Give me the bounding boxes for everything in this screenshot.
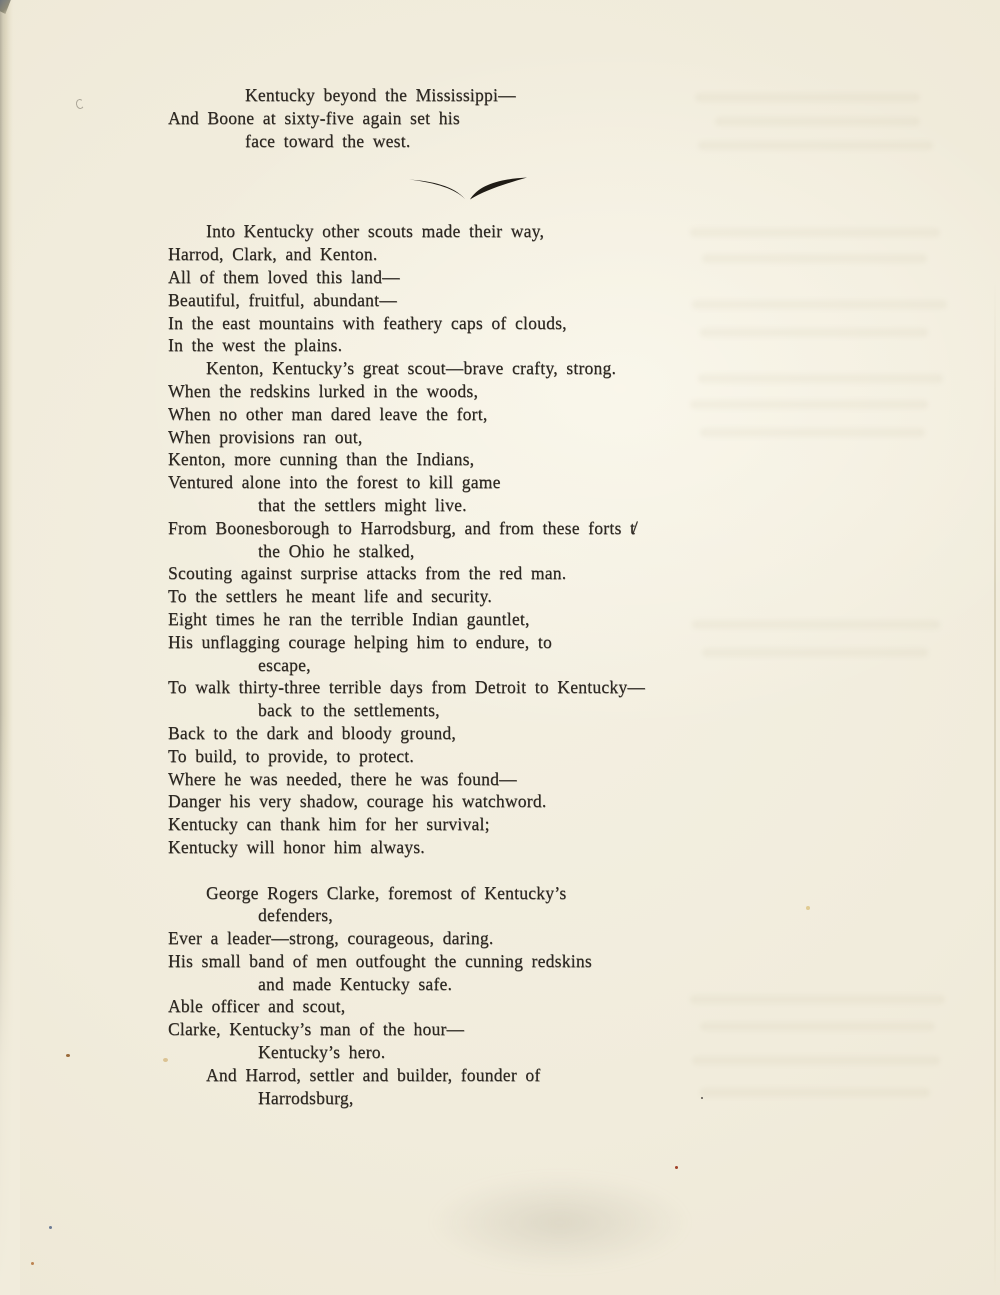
speck bbox=[675, 1166, 678, 1169]
poem-line: and made Kentucky safe. bbox=[258, 973, 453, 994]
speck bbox=[31, 1262, 34, 1265]
bird-flourish-icon bbox=[168, 173, 788, 200]
poem-line: His small band of men outfought the cunning redskins bbox=[168, 950, 592, 971]
poem-line: To build, to provide, to protect. bbox=[168, 745, 414, 766]
speck bbox=[701, 1097, 703, 1099]
speck bbox=[163, 1058, 168, 1062]
speck bbox=[806, 906, 810, 910]
poem-line: From Boonesborough to Harrodsburg, and from these forts t̸ bbox=[168, 517, 636, 538]
poem-stanza-2 bbox=[168, 220, 788, 858]
poem-line: His unflagging courage helping him to endure, to bbox=[168, 631, 553, 652]
poem-line: Kentucky’s hero. bbox=[258, 1042, 386, 1063]
poem-line: Kentucky will honor him always. bbox=[168, 836, 425, 857]
poem-line: back to the settlements, bbox=[258, 700, 440, 721]
poem-line: George Rogers Clarke, foremost of Kentucky’s bbox=[206, 882, 567, 903]
poem-line: Into Kentucky other scouts made their way, bbox=[206, 221, 545, 242]
poem-line: Kenton, more cunning than the Indians, bbox=[168, 449, 475, 470]
poem-line: Scouting against surprise attacks from the red man. bbox=[168, 563, 567, 584]
poem-line: Harrod, Clark, and Kenton. bbox=[168, 244, 378, 265]
poem-line: Eight times he ran the terrible Indian gauntlet, bbox=[168, 608, 530, 629]
paper-crease bbox=[994, 280, 996, 1295]
speck bbox=[49, 1226, 52, 1229]
poem-line: To the settlers he meant life and security. bbox=[168, 586, 492, 607]
poem-line: Beautiful, fruitful, abundant— bbox=[168, 289, 398, 310]
stray-mark bbox=[75, 98, 85, 109]
poem-line: In the east mountains with feathery caps of clouds, bbox=[168, 312, 567, 333]
poem-line: When no other man dared leave the fort, bbox=[168, 403, 488, 424]
poem-line: Kentucky beyond the Mississippi— bbox=[245, 85, 516, 105]
poem-line: Ventured alone into the forest to kill game bbox=[168, 472, 501, 493]
poem-line: Danger his very shadow, courage his watchword. bbox=[168, 791, 547, 812]
poem-line: Kenton, Kentucky’s great scout—brave crafty, strong. bbox=[206, 358, 617, 379]
poem-line: And Boone at sixty-five again set his bbox=[168, 107, 460, 128]
poem-line: defenders, bbox=[258, 905, 333, 926]
poem-stanza-1 bbox=[168, 84, 788, 152]
poem-line: Where he was needed, there he was found— bbox=[168, 768, 517, 789]
poem-line: All of them loved this land— bbox=[168, 266, 400, 287]
poem-line: In the west the plains. bbox=[168, 335, 343, 356]
poem-line: To walk thirty-three terrible days from Detroit to Kentucky— bbox=[168, 677, 646, 698]
poem-line: Back to the dark and bloody ground, bbox=[168, 722, 456, 743]
poem-stanza-3 bbox=[168, 882, 788, 1110]
poem-line: Kentucky can thank him for her survival; bbox=[168, 814, 490, 835]
poem-line: When provisions ran out, bbox=[168, 426, 363, 447]
poem-line: Ever a leader—strong, courageous, daring. bbox=[168, 928, 494, 949]
poem-text bbox=[168, 84, 788, 1109]
poem-line: the Ohio he stalked, bbox=[258, 540, 415, 561]
poem-line: that the settlers might live. bbox=[258, 494, 467, 515]
poem-line: Clarke, Kentucky’s man of the hour— bbox=[168, 1019, 465, 1040]
speck bbox=[66, 1054, 70, 1057]
page-edge-fade bbox=[0, 0, 20, 1295]
paper-smudge bbox=[430, 1175, 690, 1270]
poem-line: When the redskins lurked in the woods, bbox=[168, 380, 479, 401]
poem-line: Able officer and scout, bbox=[168, 996, 346, 1017]
poem-line: face toward the west. bbox=[245, 130, 411, 151]
poem-line: Harrodsburg, bbox=[258, 1087, 354, 1108]
poem-line: escape, bbox=[258, 654, 311, 675]
poem-line: And Harrod, settler and builder, founder of bbox=[206, 1064, 541, 1085]
